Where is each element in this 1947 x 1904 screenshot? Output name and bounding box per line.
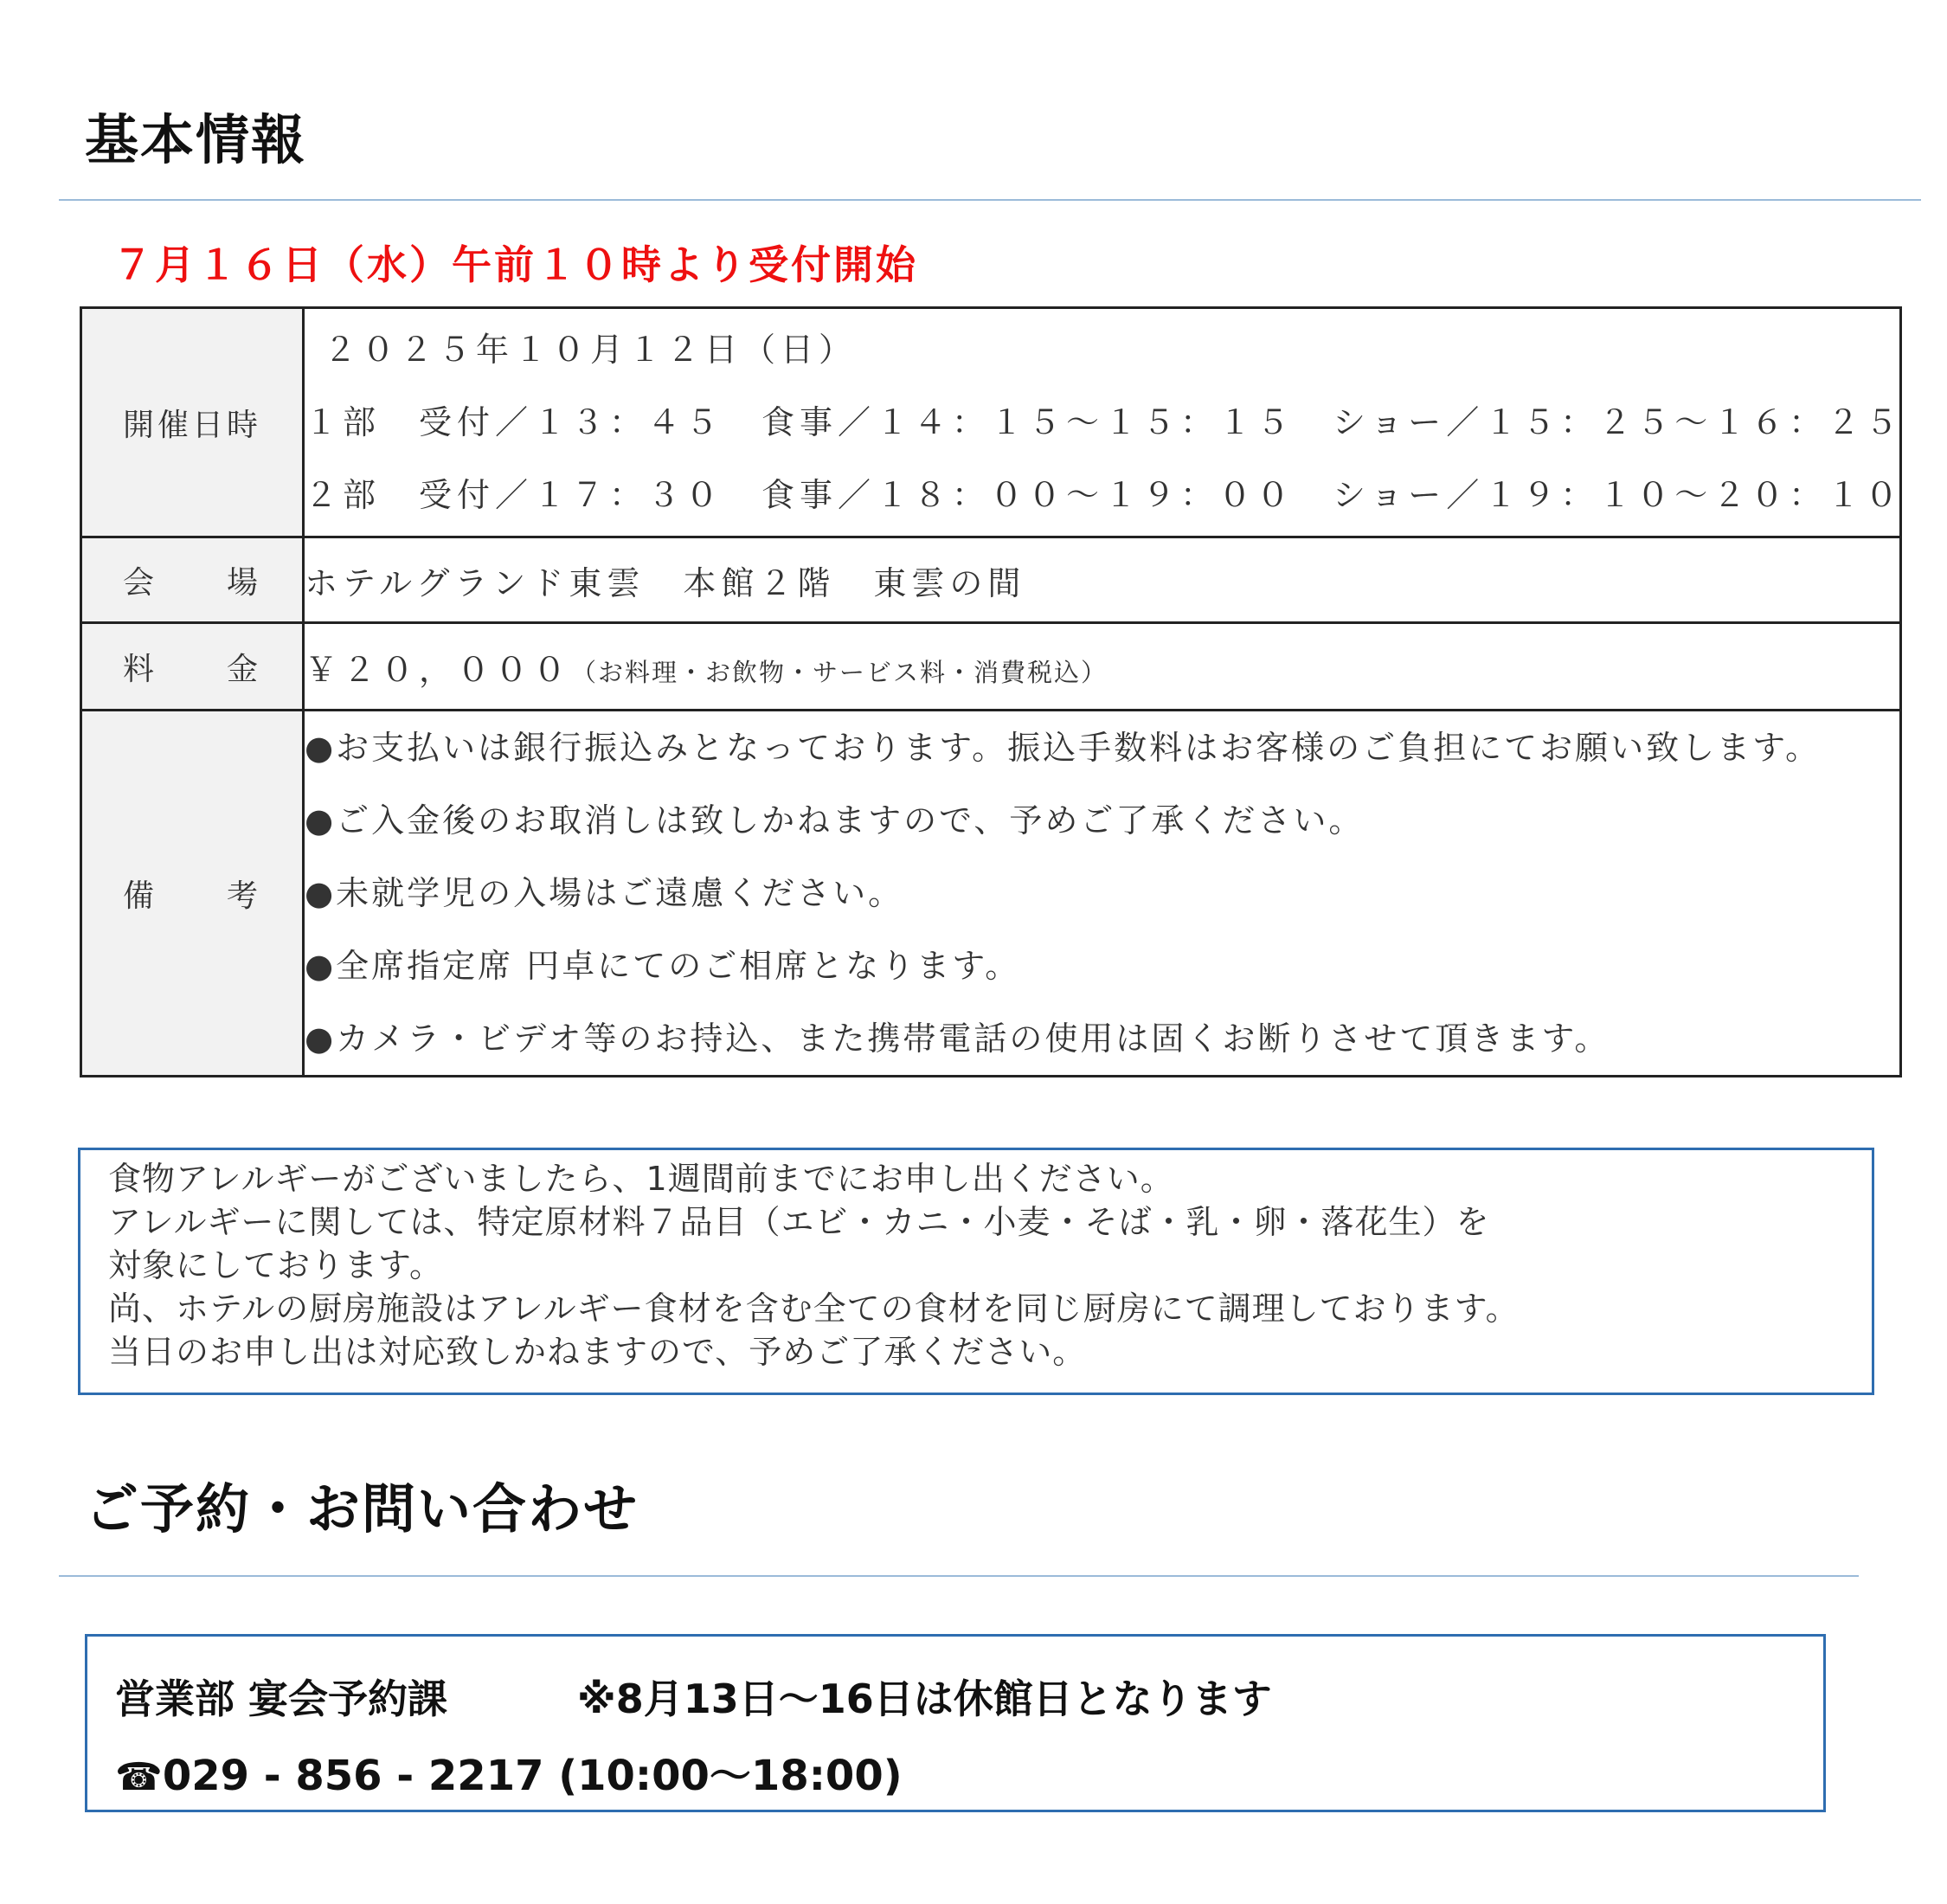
event-date: ２０２５年１０月１２日（日） (324, 331, 858, 369)
allergy-line: 対象にしております。 (108, 1246, 443, 1284)
table-row-remarks (81, 711, 1901, 1077)
label-venue-char: 場 (226, 564, 261, 601)
value-price (304, 623, 1901, 711)
contact-department: 営業部 宴会予約課 (115, 1676, 448, 1722)
venue-name: ホテルグランド東雲 本館２階 東雲の間 (305, 563, 1026, 602)
remark-text: ご入金後のお取消しは致しかねますので、予めご了承ください。 (336, 801, 1365, 839)
remark-text: カメラ・ビデオ等のお持込、また携帯電話の使用は固くお断りさせて頂きます。 (336, 1020, 1610, 1058)
label-venue (81, 537, 304, 623)
allergy-line: 当日のお申し出は対応致しかねますので、予めご了承ください。 (108, 1333, 1087, 1371)
phone-number[interactable]: 029 - 856 - 2217 (10:00～18:00) (162, 1752, 903, 1800)
value-venue (304, 537, 1901, 623)
remark-text: 未就学児の入場はご遠慮ください。 (336, 874, 904, 912)
label-venue-char: 会 (123, 564, 158, 601)
schedule-part2: ２部 受付／１７：３０ 食事／１８：００～１９：００ ショー／１９：１０～２０：１０ (305, 476, 1904, 514)
remark-item (305, 1002, 1899, 1075)
section-divider (59, 199, 1921, 201)
remark-text: お支払いは銀行振込みとなっております。振込手数料はお客様のご負担にてお願い致します。 (336, 729, 1822, 767)
bullet-icon: ● (305, 1020, 337, 1058)
remark-item (305, 929, 1899, 1002)
table-row-venue (81, 537, 1901, 623)
table-row-date (81, 308, 1901, 537)
bullet-icon: ● (305, 801, 337, 839)
event-info-table (80, 306, 1902, 1077)
value-remarks (304, 711, 1901, 1077)
contact-department-line (115, 1668, 1272, 1725)
phone-icon: ☎ (115, 1755, 163, 1799)
schedule-part1: １部 受付／１３：４５ 食事／１４：１５～１５：１５ ショー／１５：２５～１６：２５ (305, 403, 1904, 441)
label-remarks-char: 備 (123, 878, 158, 914)
contact-phone-line[interactable] (115, 1742, 903, 1802)
label-remarks (81, 711, 304, 1077)
contact-box (85, 1634, 1826, 1812)
allergy-line: 食物アレルギーがございましたら、1週間前までにお申し出ください。 (108, 1160, 1174, 1198)
allergy-line: アレルギーに関しては、特定原材料７品目（エビ・カニ・小麦・そば・乳・卵・落花生）を (108, 1203, 1490, 1241)
remark-item (305, 857, 1899, 929)
remark-text: 全席指定席 円卓にてのご相席となります。 (336, 947, 1021, 985)
label-remarks-char: 考 (226, 878, 261, 914)
section-divider (59, 1575, 1859, 1577)
remark-item (305, 711, 1899, 784)
value-date (304, 308, 1904, 537)
section-title-basic-info: 基本情報 (85, 108, 307, 171)
label-price (81, 623, 304, 711)
price-amount: ￥２０，０００ (305, 650, 572, 689)
allergy-line: 尚、ホテルの厨房施設はアレルギー食材を含む全ての食材を同じ厨房にて調理しております。 (108, 1290, 1520, 1328)
price-note: （お料理・お飲物・サービス料・消費税込） (571, 657, 1108, 687)
closure-note: ※8月13日～16日は休館日となります (577, 1676, 1272, 1722)
label-date: 開催日時 (81, 308, 304, 537)
label-price-char: 料 (123, 651, 158, 687)
bullet-icon: ● (305, 947, 337, 985)
bullet-icon: ● (305, 729, 337, 767)
reception-start-notice: ７月１６日（水）午前１０時より受付開始 (112, 241, 918, 288)
label-price-char: 金 (226, 651, 261, 687)
table-row-price (81, 623, 1901, 711)
remark-item (305, 784, 1899, 857)
bullet-icon: ● (305, 874, 337, 912)
allergy-notice-box (78, 1148, 1874, 1395)
section-title-contact: ご予約・お問い合わせ (85, 1477, 639, 1541)
